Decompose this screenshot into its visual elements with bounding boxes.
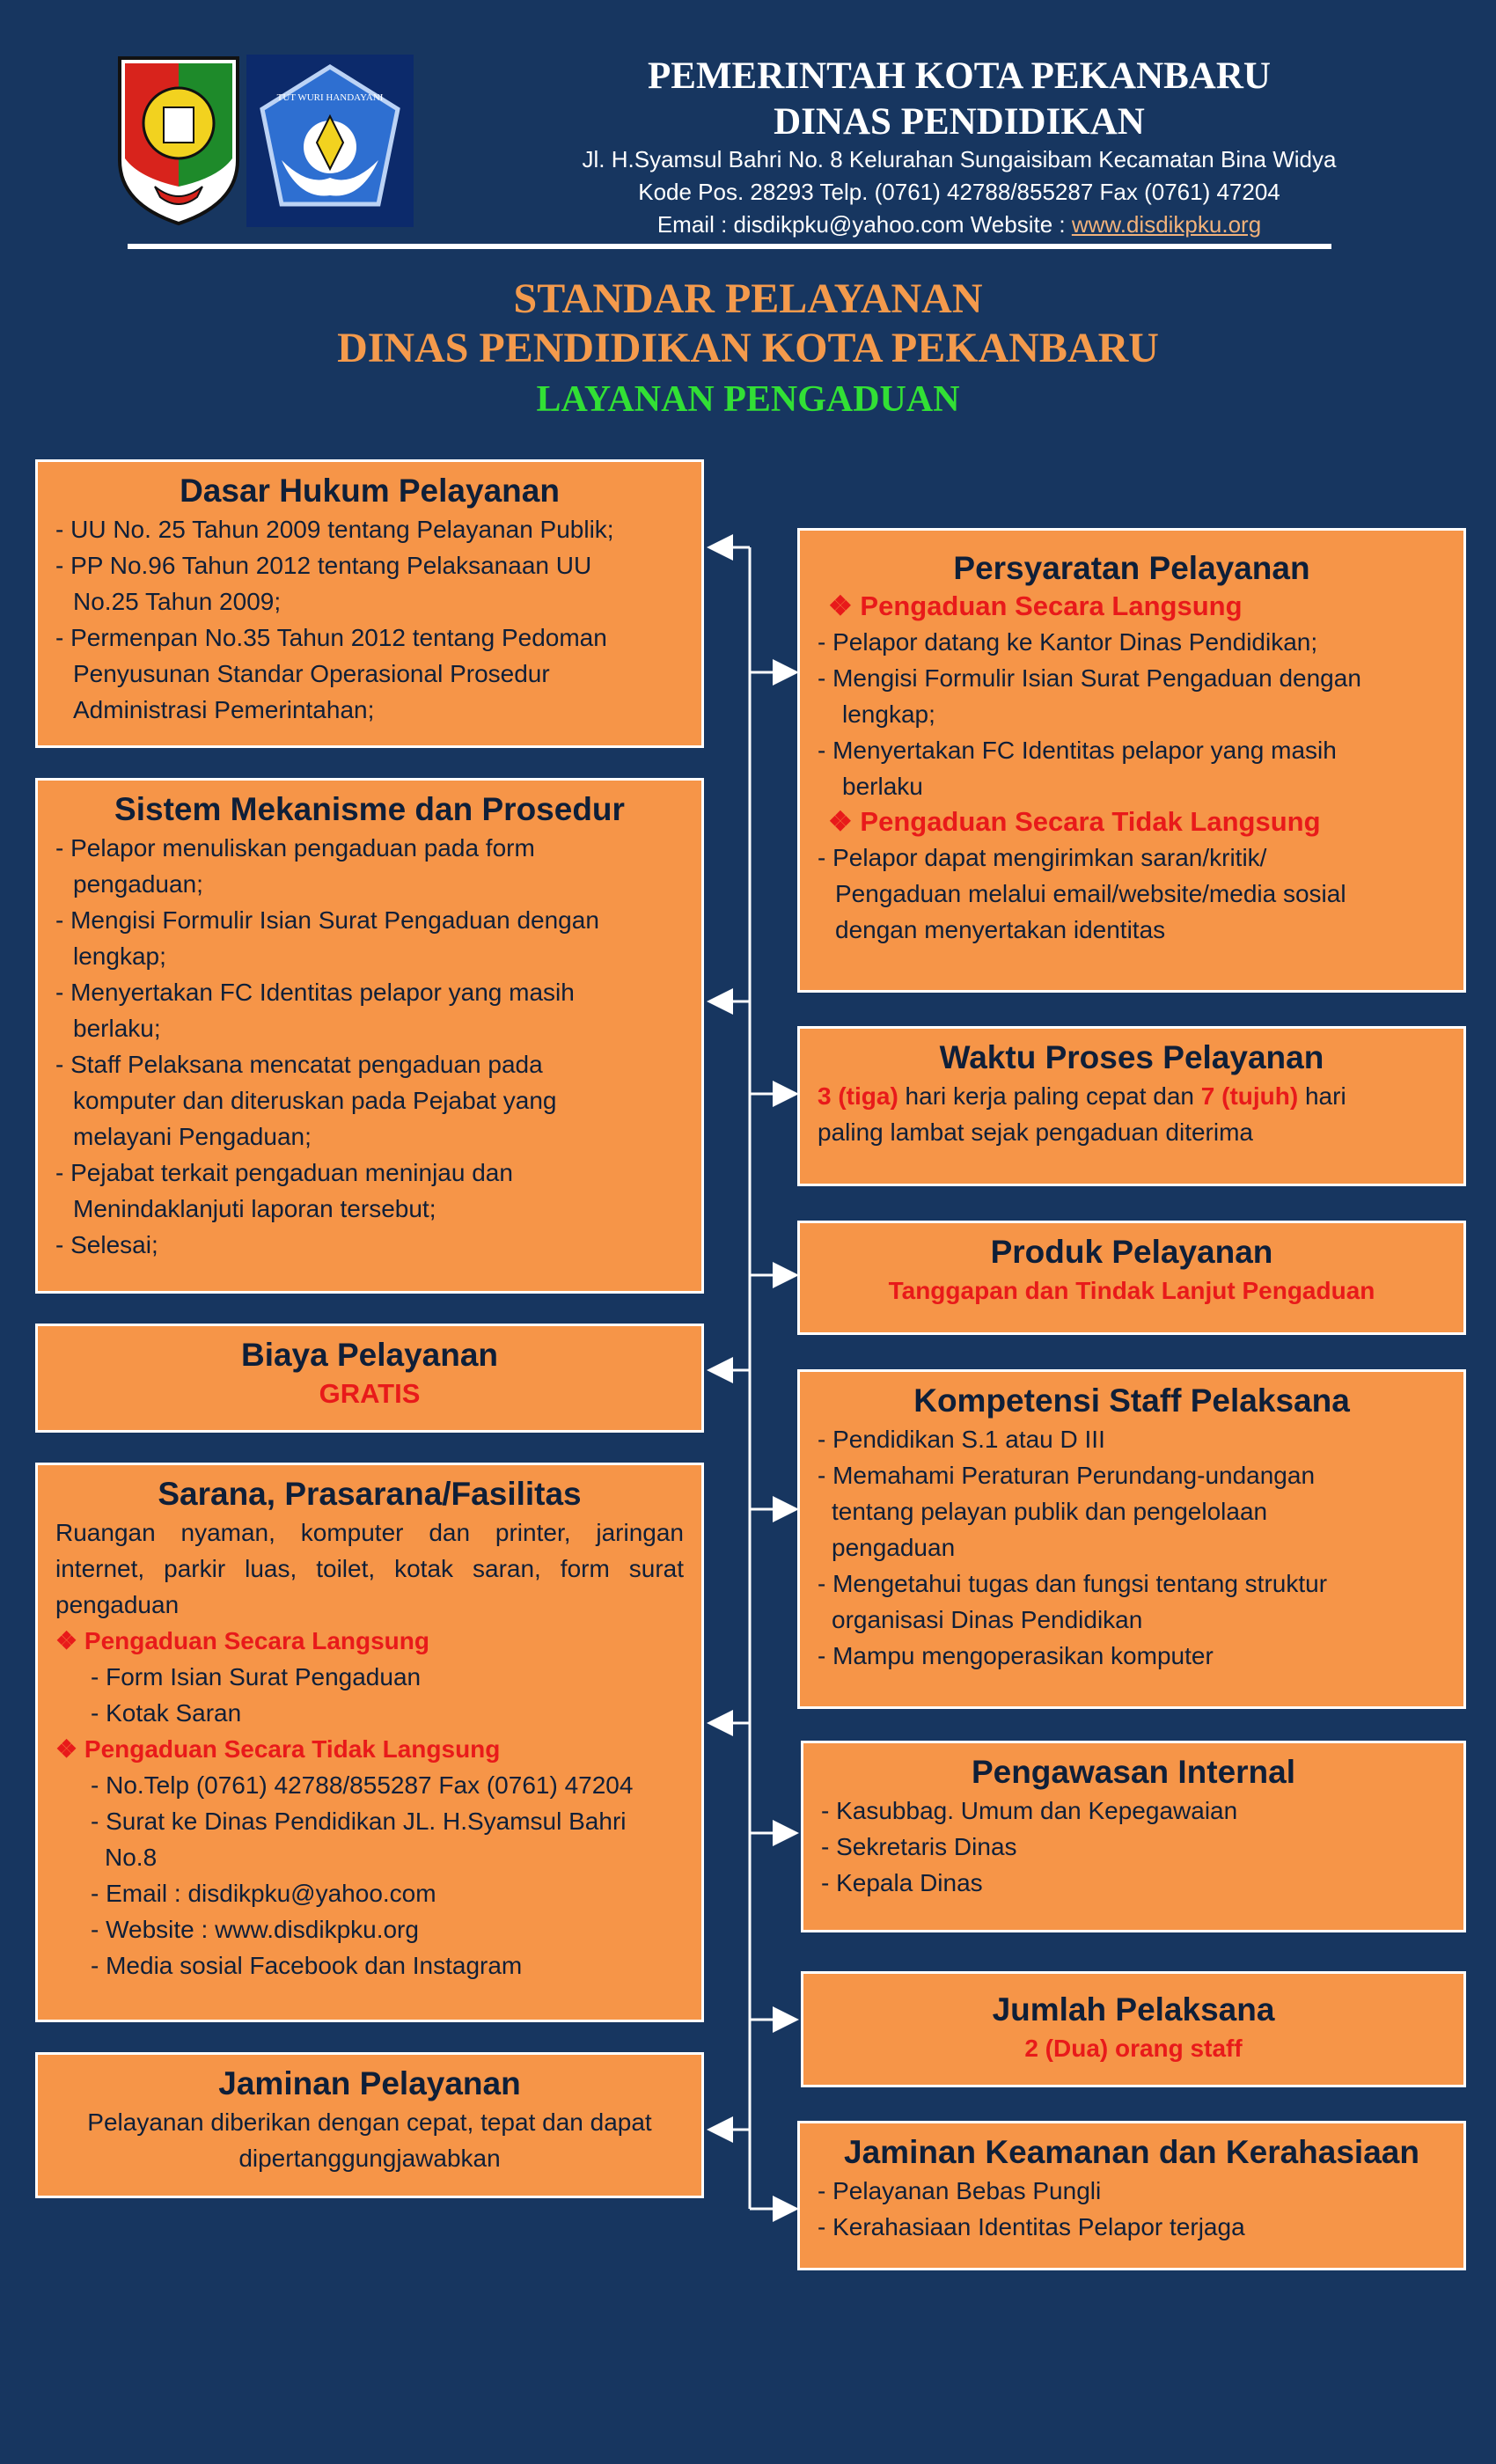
dasar-hukum-line: - PP No.96 Tahun 2012 tentang Pelaksanaan UU — [55, 552, 592, 579]
sistem-mekanisme-box — [35, 778, 704, 1294]
biaya-heading: Biaya Pelayanan — [240, 1337, 499, 1373]
sistem-line: pengaduan; — [73, 870, 203, 898]
kompetensi-line: - Memahami Peraturan Perundang-undangan — [818, 1462, 1316, 1489]
kompetensi-line: organisasi Dinas Pendidikan — [832, 1606, 1143, 1633]
sistem-line: komputer dan diteruskan pada Pejabat yang — [73, 1087, 557, 1114]
keamanan-line: - Pelayanan Bebas Pungli — [818, 2177, 1102, 2204]
sarana-item: - Form Isian Surat Pengaduan — [91, 1663, 422, 1690]
title-line-3: LAYANAN PENGADUAN — [536, 379, 960, 420]
jaminan-pelayanan-line: dipertanggungjawabkan — [238, 2145, 501, 2172]
header-line-2: DINAS PENDIDIKAN — [774, 101, 1145, 143]
sistem-line: - Pejabat terkait pengaduan meninjau dan — [55, 1159, 513, 1186]
kompetensi-line: pengaduan — [832, 1534, 956, 1561]
jumlah-heading: Jumlah Pelaksana — [992, 1991, 1275, 2028]
persyaratan-heading: Persyaratan Pelayanan — [953, 550, 1310, 586]
sistem-line: - Menyertakan FC Identitas pelapor yang masih — [55, 979, 575, 1006]
dasar-hukum-line: - Permenpan No.35 Tahun 2012 tentang Pedoman — [55, 624, 607, 651]
sistem-line: - Mengisi Formulir Isian Surat Pengaduan dengan — [55, 906, 599, 934]
sarana-item: - Media sosial Facebook dan Instagram — [91, 1952, 523, 1979]
diamond-bullet-icon: ❖ — [828, 590, 861, 621]
persyaratan-langsung-row — [818, 589, 1446, 624]
title-line-2: DINAS PENDIDIKAN KOTA PEKANBARU — [337, 325, 1159, 371]
title-line-1: STANDAR PELAYANAN — [513, 275, 983, 322]
persyaratan-line: - Pelapor datang ke Kantor Dinas Pendidikan; — [818, 628, 1318, 656]
waktu-line-1 — [818, 1078, 1446, 1114]
jumlah-box — [801, 1971, 1466, 2087]
waktu-text: hari kerja paling cepat dan — [898, 1082, 1201, 1110]
dasar-hukum-line: No.25 Tahun 2009; — [73, 588, 282, 615]
dasar-hukum-line: Administrasi Pemerintahan; — [73, 696, 375, 723]
sarana-item: - No.Telp (0761) 42788/855287 Fax (0761) 47204 — [91, 1771, 634, 1799]
sarana-intro: Ruangan nyaman, komputer dan printer, jaringan internet, parkir luas, toilet, kotak saran, form surat pengaduan — [55, 1519, 684, 1618]
diamond-bullet-icon: ❖ — [828, 806, 861, 837]
persyaratan-line: Pengaduan melalui email/website/media sosial — [835, 880, 1346, 907]
produk-value: Tanggapan dan Tindak Lanjut Pengaduan — [888, 1277, 1375, 1304]
waktu-box — [797, 1026, 1466, 1186]
jaminan-pelayanan-box — [35, 2052, 704, 2198]
persyaratan-langsung-label: Pengaduan Secara Langsung — [860, 590, 1243, 621]
sistem-line: - Selesai; — [55, 1231, 158, 1258]
kompetensi-line: tentang pelayan publik dan pengelolaan — [832, 1498, 1268, 1525]
jumlah-value: 2 (Dua) orang staff — [1024, 2035, 1243, 2062]
pengawasan-heading: Pengawasan Internal — [971, 1754, 1296, 1790]
keamanan-line: - Kerahasiaan Identitas Pelapor terjaga — [818, 2213, 1245, 2240]
pengawasan-line: - Sekretaris Dinas — [821, 1833, 1017, 1860]
sarana-box — [35, 1463, 704, 2022]
sarana-langsung-label: Pengaduan Secara Langsung — [84, 1627, 429, 1654]
header-email-text: Email : disdikpku@yahoo.com Website : — [656, 211, 1072, 238]
logo-motto-text: TUT WURI HANDAYANI — [276, 92, 384, 103]
sarana-item: - Website : www.disdikpku.org — [91, 1916, 419, 1943]
persyaratan-line: dengan menyertakan identitas — [835, 916, 1166, 943]
keamanan-heading: Jaminan Keamanan dan Kerahasiaan — [844, 2134, 1419, 2170]
keamanan-box — [797, 2121, 1466, 2270]
kompetensi-line: - Mengetahui tugas dan fungsi tentang struktur — [818, 1570, 1328, 1597]
sistem-line: lengkap; — [73, 942, 166, 970]
waktu-heading: Waktu Proses Pelayanan — [939, 1039, 1324, 1075]
sarana-langsung-row — [55, 1623, 684, 1659]
persyaratan-line: - Pelapor dapat mengirimkan saran/kritik/ — [818, 844, 1267, 871]
dasar-hukum-heading: Dasar Hukum Pelayanan — [180, 473, 560, 509]
sarana-heading: Sarana, Prasarana/Fasilitas — [158, 1476, 582, 1512]
header-address: Jl. H.Syamsul Bahri No. 8 Kelurahan Sungaisibam Kecamatan Bina Widya — [582, 146, 1337, 172]
sarana-item: No.8 — [105, 1844, 158, 1871]
dasar-hukum-line: - UU No. 25 Tahun 2009 tentang Pelayanan Publik; — [55, 516, 614, 543]
waktu-line-2: paling lambat sejak pengaduan diterima — [818, 1118, 1253, 1146]
biaya-box — [35, 1324, 704, 1433]
jaminan-pelayanan-line: Pelayanan diberikan dengan cepat, tepat dan dapat — [87, 2108, 652, 2136]
produk-box — [797, 1221, 1466, 1335]
pengawasan-box — [801, 1741, 1466, 1932]
website-link[interactable]: www.disdikpku.org — [1071, 211, 1262, 238]
diamond-bullet-icon: ❖ — [55, 1735, 84, 1763]
waktu-text: hari — [1298, 1082, 1346, 1110]
header-contact: Kode Pos. 28293 Telp. (0761) 42788/855287 Fax (0761) 47204 — [638, 179, 1280, 205]
kompetensi-line: - Pendidikan S.1 atau D III — [818, 1426, 1105, 1453]
persyaratan-line: - Mengisi Formulir Isian Surat Pengaduan dengan — [818, 664, 1361, 692]
kompetensi-box — [797, 1369, 1466, 1709]
sarana-item: - Kotak Saran — [91, 1699, 242, 1727]
sistem-line: melayani Pengaduan; — [73, 1123, 312, 1150]
persyaratan-tidak-label: Pengaduan Secara Tidak Langsung — [860, 806, 1321, 837]
sistem-line: - Pelapor menuliskan pengaduan pada form — [55, 834, 535, 862]
produk-heading: Produk Pelayanan — [990, 1234, 1273, 1270]
sistem-line: berlaku; — [73, 1015, 161, 1042]
persyaratan-line: berlaku — [842, 773, 923, 800]
waktu-min-value: 3 (tiga) — [818, 1082, 898, 1110]
jaminan-pelayanan-heading: Jaminan Pelayanan — [218, 2065, 521, 2101]
sistem-line: - Staff Pelaksana mencatat pengaduan pada — [55, 1051, 543, 1078]
kompetensi-heading: Kompetensi Staff Pelaksana — [913, 1382, 1350, 1419]
sistem-heading: Sistem Mekanisme dan Prosedur — [114, 791, 625, 827]
sarana-item: - Surat ke Dinas Pendidikan JL. H.Syamsul Bahri — [91, 1808, 627, 1835]
pengawasan-line: - Kasubbag. Umum dan Kepegawaian — [821, 1797, 1238, 1824]
diamond-bullet-icon: ❖ — [55, 1627, 84, 1654]
header-line-1: PEMERINTAH KOTA PEKANBARU — [648, 55, 1271, 97]
kompetensi-line: - Mampu mengoperasikan komputer — [818, 1642, 1214, 1669]
persyaratan-tidak-row — [818, 804, 1446, 840]
sarana-tidak-row — [55, 1731, 684, 1767]
sistem-line: Menindaklanjuti laporan tersebut; — [73, 1195, 436, 1222]
biaya-value: GRATIS — [319, 1378, 421, 1409]
persyaratan-line: - Menyertakan FC Identitas pelapor yang masih — [818, 737, 1337, 764]
dasar-hukum-box — [35, 459, 704, 748]
pengawasan-line: - Kepala Dinas — [821, 1869, 983, 1896]
persyaratan-box — [797, 528, 1466, 993]
waktu-max-value: 7 (tujuh) — [1200, 1082, 1299, 1110]
sarana-tidak-label: Pengaduan Secara Tidak Langsung — [84, 1735, 501, 1763]
persyaratan-line: lengkap; — [842, 700, 935, 728]
dasar-hukum-line: Penyusunan Standar Operasional Prosedur — [73, 660, 550, 687]
sarana-item: - Email : disdikpku@yahoo.com — [91, 1880, 436, 1907]
